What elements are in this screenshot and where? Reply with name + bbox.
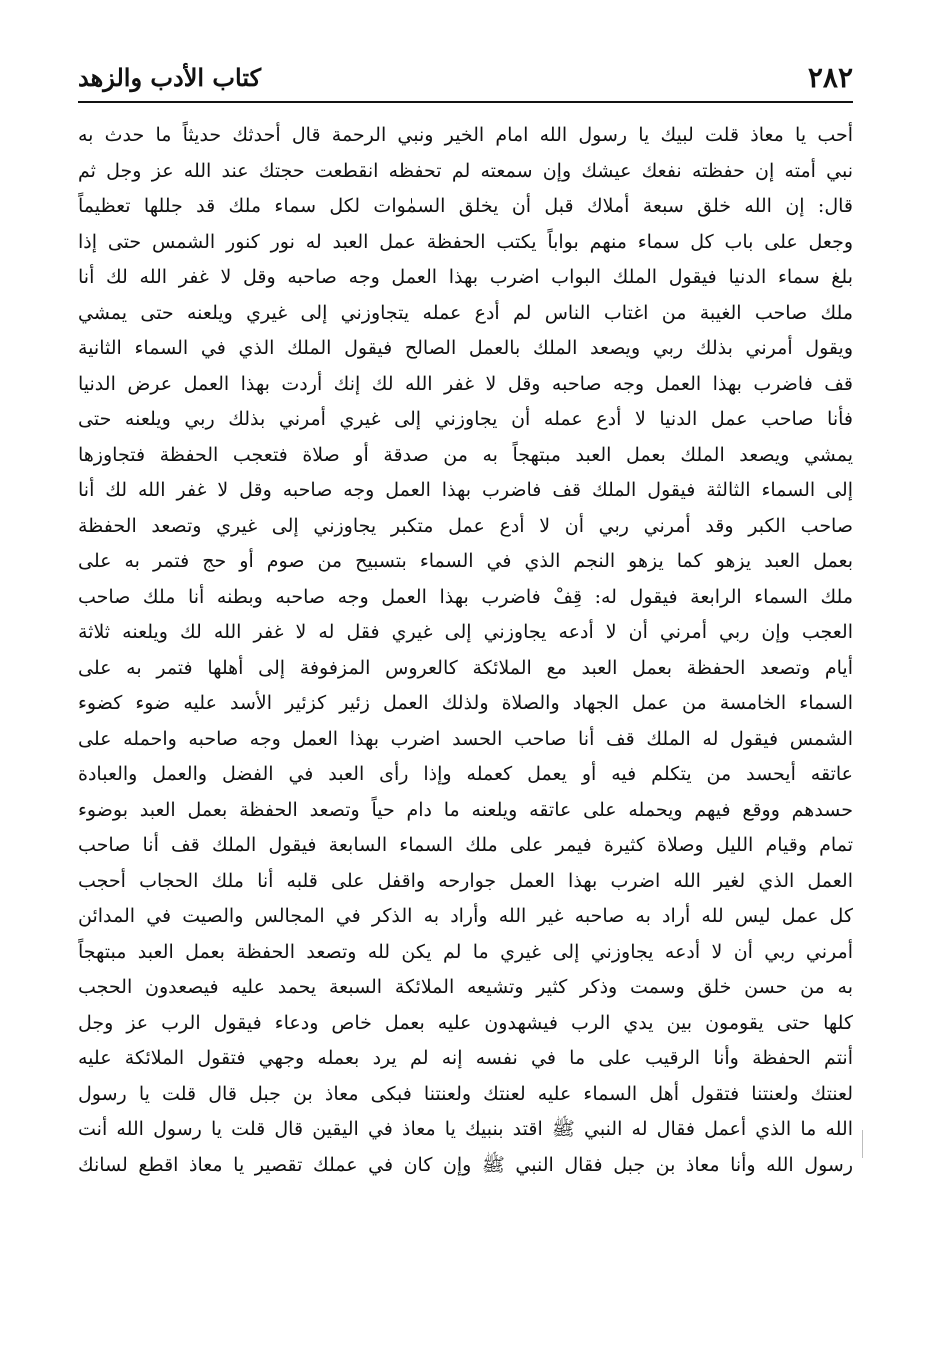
text-line: أنتم الحفظة وأنا الرقيب على ما في نفسه إنه لم يرد بعمله وجهي فتقول الملائكة عليه [78, 1047, 853, 1069]
page-number: ٢٨٢ [807, 61, 853, 94]
text-line: كل عمل ليس لله أراد به صاحبه غير الله وأراد به الذكر في المجالس والصيت في المدائن [78, 905, 853, 927]
text-line: لعنتك ولعنتنا فتقول أهل السماء عليه لعنتك ولعنتنا فبكى معاذ بن جبل قال قلت يا رسول [78, 1082, 853, 1105]
text-line: عاتقه أيحسد من يتكلم فيه أو يعمل كعمله وإذا رأى العبد في الفضل والعمل والعبادة [78, 763, 853, 785]
text-line: ويقول أمرني بذلك ربي ويصعد الملك بالعمل الصالح فيقول الملك الذي في السماء الثانية [78, 337, 853, 359]
text-line: كلها حتى يقومون بين يدي الرب فيشهدون عليه بعمل خاص ودعاء فيقول الرب عز وجل [78, 1011, 853, 1034]
text-line: الله ما الذي أعمل فقال له النبي ﷺ اقتد بنبيك يا معاذ في اليقين قال قلت يا رسول الله أنت [78, 1118, 853, 1140]
text-line: نبي أمته إن حفظته نفعك عيشك وإن سمعته لم تحفظه انقطعت حجتك عند الله عز وجل ثم [78, 159, 853, 182]
text-line: حسدهم ووقع فيهم ويحمله على عاتقه ويلعنه ما دام حياً وتصعد الحفظة بعمل العبد بوضوء [78, 798, 853, 821]
text-line: قف فاضرب بهذا العمل وجه صاحبه وقل لا غفر الله لك إنك أردت بهذا العمل عرض الدنيا [78, 372, 853, 395]
text-line: أحب يا معاذ قلت لبيك يا رسول الله امام الخير ونبي الرحمة قال أحدثك حديثاً ما حدث به [78, 124, 853, 146]
text-line: به من حسن خلق وسمت وذكر كثير وتشيعه الملائكة السبعة يحمد عليه فيصعدون الحجب [78, 976, 853, 998]
text-line: يمشي ويصعد الملك بعمل العبد مبتهجاً به من صدقة أو صلاة فتعجب الحفظة فتجاوزها [78, 443, 853, 466]
text-line: بلغ سماء الدنيا فيقول الملك البواب اضرب بهذا العمل وجه صاحبه وقل لا غفر الله لك أنا [78, 266, 853, 288]
text-line: صاحب الكبر وقد أمرني ربي أن لا أدع عمل متكبر يجاوزني إلى غيري وتصعد الحفظة [78, 514, 853, 537]
text-line: رسول الله وأنا معاذ بن جبل فقال النبي ﷺ وإن كان في عملك تقصير يا معاذ اقطع لسانك [78, 1153, 853, 1176]
text-line: أيام وتصعد الحفظة بعمل العبد مع الملائكة كالعروس المزفوفة إلى أهلها فتمر به على [78, 656, 853, 679]
text-line: الشمس فيقول له الملك قف أنا صاحب الحسد اضرب بهذا العمل وجه صاحبه واحمله على [78, 727, 853, 750]
text-line: السماء الخامسة من عمل الجهاد والصلاة ولذلك العمل زئير كزئير الأسد عليه ضوء كضوء [78, 692, 853, 714]
text-line: بعمل العبد يزهو كما يزهو النجم الذي في السماء بتسبيح من صوم أو حج فتمر به على [78, 550, 853, 572]
margin-mark [862, 1130, 863, 1158]
text-line: تمام وقيام الليل وصلاة كثيرة فيمر على ملك السماء السابعة فيقول الملك قف أنا صاحب [78, 834, 853, 856]
book-title: كتاب الأدب والزهد [78, 63, 261, 92]
text-line: العجب وإن ربي أمرني أن لا أدعه يجاوزني إلى غيري فقل له لا غفر الله لك ويلعنه ثلاثة [78, 621, 853, 643]
header-rule [78, 101, 853, 103]
text-line: ملك صاحب الغيبة من اغتاب الناس لم أدع عمله يتجاوزني إلى غيري ويلعنه حتى يمشي [78, 301, 853, 324]
text-line: وجعل على باب كل سماء منهم بواباً يكتب الحفظة عمل العبد له نور كنور الشمس حتى إذا [78, 230, 853, 253]
text-line: قال: إن الله خلق سبعة أملاك قبل أن يخلق السمٰوات لكل سماء ملك قد جللها تعظيماً [78, 195, 853, 217]
text-line: إلى السماء الثالثة فيقول الملك قف فاضرب بهذا العمل وجه صاحبه وقل لا غفر الله لك أنا [78, 479, 853, 501]
body-text [78, 118, 853, 1183]
text-line: ملك السماء الرابعة فيقول له: قِفْ فاضرب بهذا العمل وجه صاحبه وبطنه أنا ملك صاحب [78, 585, 853, 608]
text-line: فأنا صاحب عمل الدنيا لا أدع عمله أن يجاوزني إلى غيري أمرني بذلك ربي ويلعنه حتى [78, 408, 853, 430]
text-line: أمرني ربي أن لا أدعه يجاوزني إلى غيري ما لم يكن لله وتصعد الحفظة بعمل العبد مبتهجاً [78, 940, 853, 963]
text-line: العمل الذي لغير الله اضرب بهذا العمل جوارحه واقفل على قلبه أنا ملك الحجاب أحجب [78, 869, 853, 892]
running-header [78, 58, 853, 98]
